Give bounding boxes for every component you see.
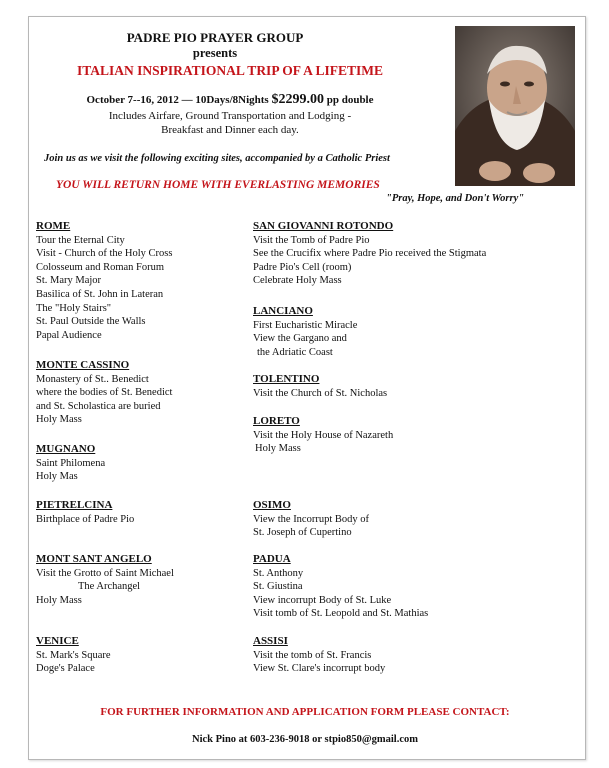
list-item: Birthplace of Padre Pio (36, 513, 135, 525)
list-item: Visit the Tomb of Padre Pio (253, 234, 370, 246)
list-item: Papal Audience (36, 329, 102, 341)
join-text: Join us as we visit the following exciting sites, accompanied by a Catholic Priest (44, 153, 390, 164)
trip-title: ITALIAN INSPIRATIONAL TRIP OF A LIFETIME (77, 63, 383, 78)
section-venice (36, 635, 111, 676)
list-item: Tour the Eternal City (36, 234, 125, 246)
section-title: TOLENTINO (253, 373, 320, 385)
section-lanciano (253, 305, 357, 359)
list-item: where the bodies of St. Benedict (36, 387, 173, 399)
section-title: SAN GIOVANNI ROTONDO (253, 220, 394, 232)
contact-line: Nick Pino at 603-236-9018 or stpio850@gmail.com (192, 734, 418, 745)
list-item: Padre Pio's Cell (room) (253, 261, 352, 273)
org-name: PADRE PIO PRAYER GROUP (126, 30, 304, 45)
list-item: Visit the tomb of St. Francis (253, 649, 372, 661)
list-item: Colosseum and Roman Forum (36, 261, 165, 273)
section-title: MONTE CASSINO (36, 359, 130, 371)
section-osimo (253, 499, 369, 540)
list-item: Celebrate Holy Mass (253, 275, 342, 287)
section-rome (36, 220, 172, 342)
section-loreto (253, 415, 393, 456)
contact-heading: FOR FURTHER INFORMATION AND APPLICATION FORM PLEASE CONTACT: (100, 706, 510, 718)
list-item: Holy Mass (36, 594, 82, 606)
list-item: Visit tomb of St. Leopold and St. Mathias (253, 608, 429, 620)
list-item: The Archangel (78, 581, 141, 593)
section-assisi (253, 635, 385, 676)
list-item: St. Mark's Square (36, 649, 111, 661)
section-title: MUGNANO (36, 443, 96, 455)
presents-text: presents (192, 46, 238, 60)
quote-text: "Pray, Hope, and Don't Worry" (386, 193, 525, 204)
list-item: View St. Clare's incorrupt body (253, 663, 386, 675)
section-tolentino (253, 373, 387, 400)
section-title: VENICE (36, 635, 79, 647)
section-mugnano (36, 443, 105, 484)
section-san-giovanni (253, 220, 486, 288)
includes-line-2: Breakfast and Dinner each day. (161, 124, 299, 136)
list-item: St. Giustina (253, 581, 303, 593)
list-item: View the Incorrupt Body of (253, 513, 370, 525)
includes-line-1: Includes Airfare, Ground Transportation and Lodging - (108, 110, 352, 122)
trip-dates: October 7--16, 2012 — 10Days/8Nights (86, 94, 269, 106)
list-item: Visit the Holy House of Nazareth (253, 429, 394, 441)
portrait-illustration (455, 26, 575, 186)
list-item: Holy Mas (36, 471, 78, 483)
section-pietrelcina (36, 499, 134, 526)
section-padua (253, 553, 428, 621)
section-title: OSIMO (253, 499, 291, 511)
list-item: Monastery of St.. Benedict (36, 373, 149, 385)
price-suffix: pp double (326, 94, 374, 106)
list-item: St. Anthony (253, 567, 304, 579)
list-item: the Adriatic Coast (257, 346, 333, 358)
section-mont-sant-angelo (36, 553, 174, 607)
section-title: ASSISI (253, 635, 288, 647)
section-title: PADUA (253, 553, 291, 565)
section-title: LANCIANO (253, 305, 313, 317)
portrait-photo (455, 26, 575, 186)
list-item: View the Gargano and (253, 333, 347, 345)
section-title: ROME (36, 220, 71, 232)
section-monte-cassino (36, 359, 172, 427)
list-item: Holy Mass (36, 414, 82, 426)
list-item: St. Joseph of Cupertino (253, 527, 352, 539)
list-item: Visit - Church of the Holy Cross (36, 248, 173, 260)
list-item: Holy Mass (255, 443, 301, 455)
list-item: and St. Scholastica are buried (36, 400, 161, 412)
list-item: First Eucharistic Miracle (253, 319, 358, 331)
trip-price: $2299.00 (271, 92, 324, 107)
list-item: Doge's Palace (36, 663, 95, 675)
section-title: LORETO (253, 415, 300, 427)
list-item: View incorrupt Body of St. Luke (253, 594, 392, 606)
list-item: Basilica of St. John in Lateran (36, 288, 164, 300)
list-item: Saint Philomena (36, 457, 106, 469)
list-item: St. Mary Major (36, 275, 102, 287)
list-item: St. Paul Outside the Walls (36, 316, 146, 328)
list-item: The "Holy Stairs" (36, 302, 112, 314)
dates-line (40, 92, 420, 108)
list-item: Visit the Grotto of Saint Michael (36, 567, 174, 579)
memories-text: YOU WILL RETURN HOME WITH EVERLASTING MEMORIES (56, 179, 380, 191)
list-item: See the Crucifix where Padre Pio received the Stigmata (253, 248, 487, 260)
section-title: MONT SANT ANGELO (36, 553, 152, 565)
section-title: PIETRELCINA (36, 499, 113, 511)
list-item: Visit the Church of St. Nicholas (253, 387, 388, 399)
